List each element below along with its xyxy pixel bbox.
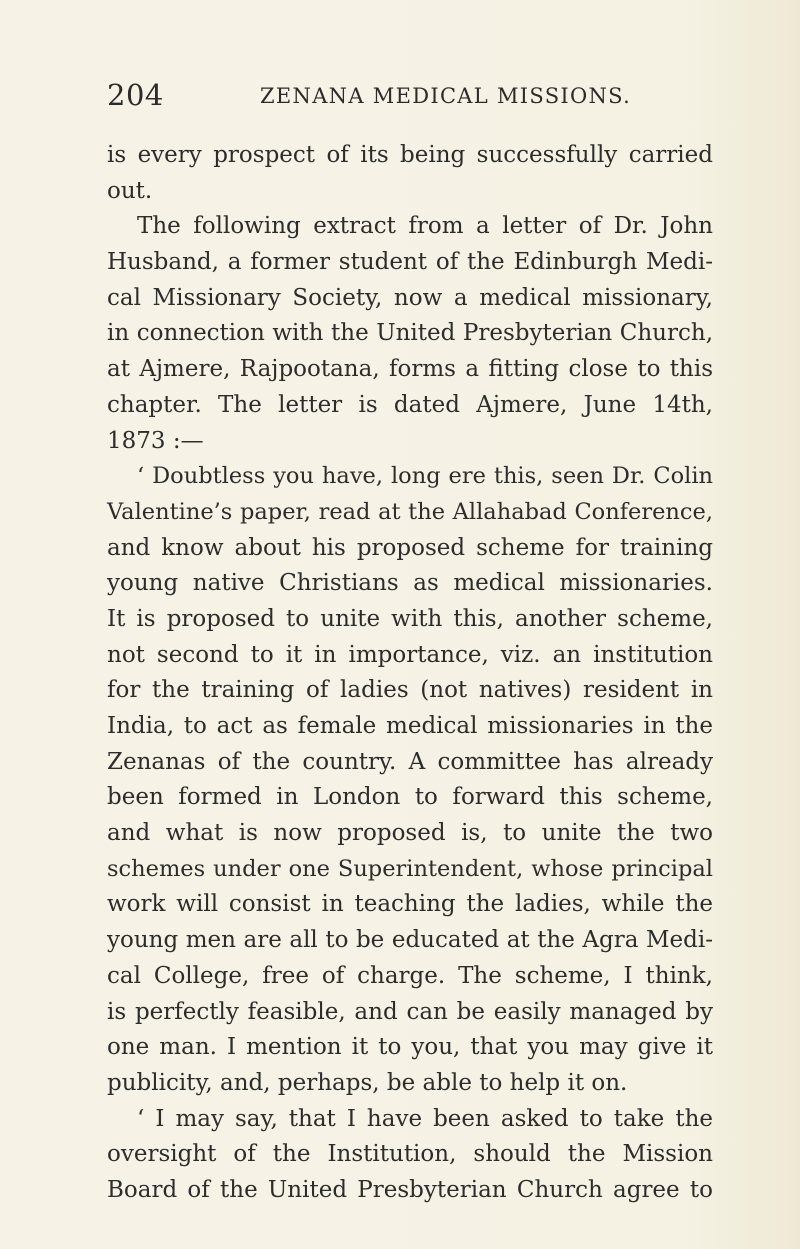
text-line: for the training of ladies (not natives) resident in	[107, 677, 713, 704]
text-line: 1873 :—	[107, 427, 204, 454]
text-line: Zenanas of the country. A committee has already	[107, 748, 713, 775]
text-line: is every prospect of its being successfully carried	[107, 142, 713, 168]
page-number: 204	[107, 78, 164, 112]
text-line: in connection with the United Presbyterian Church,	[107, 320, 713, 347]
page-header	[107, 78, 719, 114]
text-line: ‘ Doubtless you have, long ere this, seen Dr. Colin	[137, 463, 713, 490]
text-line: The following extract from a letter of Dr. John	[137, 213, 713, 240]
text-line: is perfectly feasible, and can be easily managed by	[107, 998, 713, 1025]
text-line: Husband, a former student of the Edinburgh Medi-	[107, 249, 713, 276]
text-line: It is proposed to unite with this, another scheme,	[107, 605, 713, 632]
running-title: ZENANA MEDICAL MISSIONS.	[260, 84, 632, 108]
text-line: at Ajmere, Rajpootana, forms a fitting close to this	[107, 356, 713, 383]
text-line: and what is now proposed is, to unite the two	[107, 820, 713, 847]
text-line: publicity, and, perhaps, be able to help it on.	[107, 1069, 628, 1096]
text-line: chapter. The letter is dated Ajmere, June 14th,	[107, 391, 713, 418]
text-line: and know about his proposed scheme for training	[107, 534, 713, 561]
text-line: young men are all to be educated at the Agra Medi-	[107, 927, 713, 954]
text-line: cal College, free of charge. The scheme, I think,	[107, 962, 713, 989]
text-line: Valentine’s paper, read at the Allahabad Conference,	[107, 498, 713, 525]
text-line: one man. I mention it to you, that you may give it	[107, 1034, 713, 1061]
text-line: out.	[107, 177, 153, 204]
text-line: Board of the United Presbyterian Church agree to	[107, 1176, 713, 1203]
text-line: India, to act as female medical missionaries in the	[107, 713, 713, 739]
text-line: been formed in London to forward this scheme,	[107, 784, 713, 811]
text-line: ‘ I may say, that I have been asked to take the	[137, 1105, 713, 1132]
text-line: schemes under one Superintendent, whose principal	[107, 855, 713, 882]
text-line: oversight of the Institution, should the Mission	[107, 1141, 713, 1168]
text-line: young native Christians as medical missionaries.	[107, 570, 713, 597]
text-line: work will consist in teaching the ladies, while the	[107, 891, 713, 918]
body-text	[107, 138, 713, 1209]
text-line: not second to it in importance, viz. an institution	[107, 641, 713, 668]
text-line: cal Missionary Society, now a medical missionary,	[107, 284, 713, 311]
